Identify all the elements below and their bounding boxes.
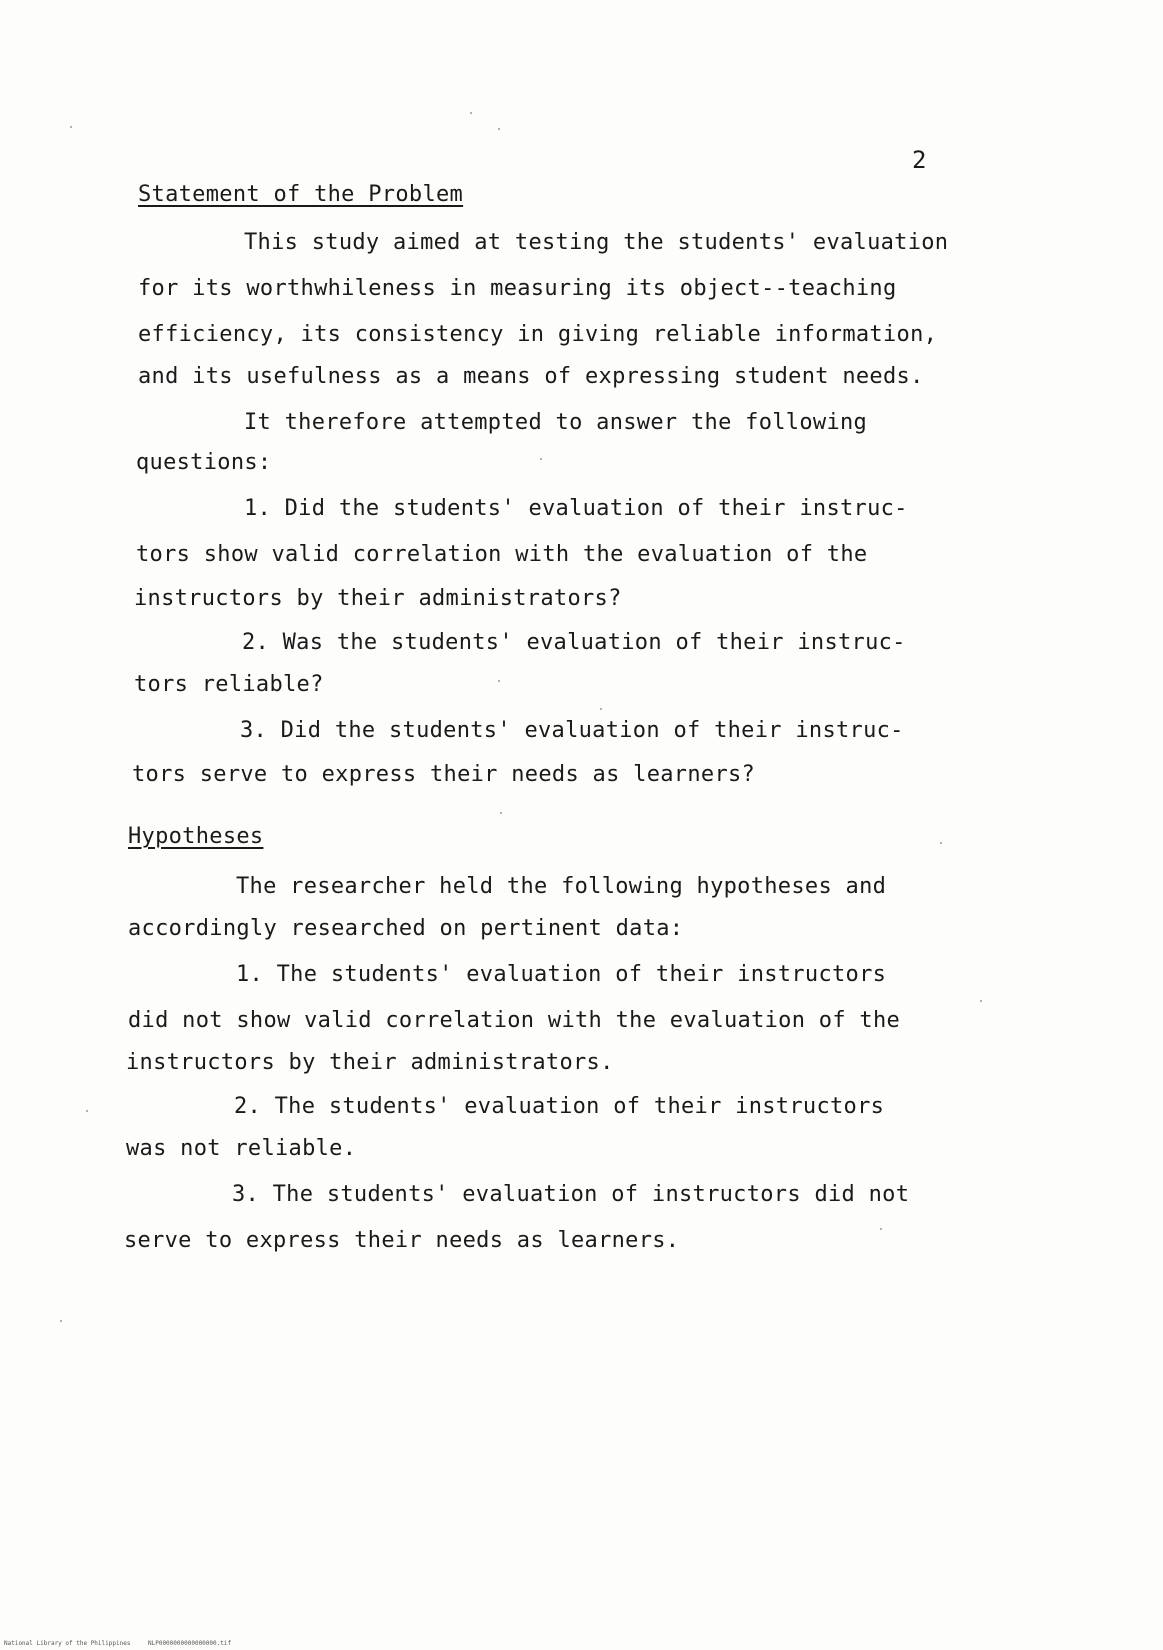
page-number: 2 — [912, 146, 927, 174]
paragraph-line: for its worthwhileness in measuring its object--teaching — [138, 276, 897, 301]
scan-speck — [880, 1228, 882, 1230]
question-line: 3. Did the students' evaluation of their instruc- — [240, 718, 904, 743]
scan-speck — [980, 1000, 982, 1002]
hypothesis-line: was not reliable. — [126, 1136, 357, 1161]
paragraph-line: It therefore attempted to answer the following — [244, 410, 868, 435]
scan-speck — [70, 126, 72, 128]
paragraph-line: accordingly researched on pertinent data: — [128, 916, 684, 941]
question-line: 2. Was the students' evaluation of their instruc- — [242, 630, 906, 655]
section-heading-hypotheses: Hypotheses — [128, 824, 264, 849]
scan-speck — [498, 128, 500, 130]
hypothesis-line: 1. The students' evaluation of their instructors — [236, 962, 887, 987]
hypothesis-line: serve to express their needs as learners. — [124, 1228, 680, 1253]
question-line: tors reliable? — [134, 672, 324, 697]
footer-file-id: NLP0000000000000000.tif — [148, 1640, 232, 1647]
hypothesis-line: did not show valid correlation with the evaluation of the — [128, 1008, 901, 1033]
hypothesis-line: 3. The students' evaluation of instructors did not — [232, 1182, 910, 1207]
scan-speck — [86, 1110, 88, 1112]
scan-speck — [500, 812, 502, 814]
scan-speck — [600, 708, 602, 710]
section-heading-statement: Statement of the Problem — [138, 182, 464, 207]
paragraph-line: This study aimed at testing the students' evaluation — [244, 230, 949, 255]
hypothesis-line: instructors by their administrators. — [126, 1050, 614, 1075]
paragraph-line: and its usefulness as a means of expressing student needs. — [138, 364, 924, 389]
hypothesis-line: 2. The students' evaluation of their instructors — [234, 1094, 885, 1119]
scan-speck — [540, 458, 542, 460]
question-line: tors show valid correlation with the evaluation of the — [136, 542, 868, 567]
paragraph-line: efficiency, its consistency in giving reliable information, — [138, 322, 938, 347]
question-line: 1. Did the students' evaluation of their instruc- — [244, 496, 908, 521]
footer-library-name: National Library of the Philippines — [4, 1640, 131, 1647]
question-line: instructors by their administrators? — [134, 586, 622, 611]
paragraph-line: questions: — [136, 450, 272, 475]
scan-speck — [940, 842, 942, 844]
scan-speck — [60, 1320, 62, 1322]
paragraph-line: The researcher held the following hypotheses and — [236, 874, 887, 899]
question-line: tors serve to express their needs as learners? — [132, 762, 756, 787]
scan-speck — [470, 112, 472, 114]
scan-speck — [498, 680, 500, 682]
